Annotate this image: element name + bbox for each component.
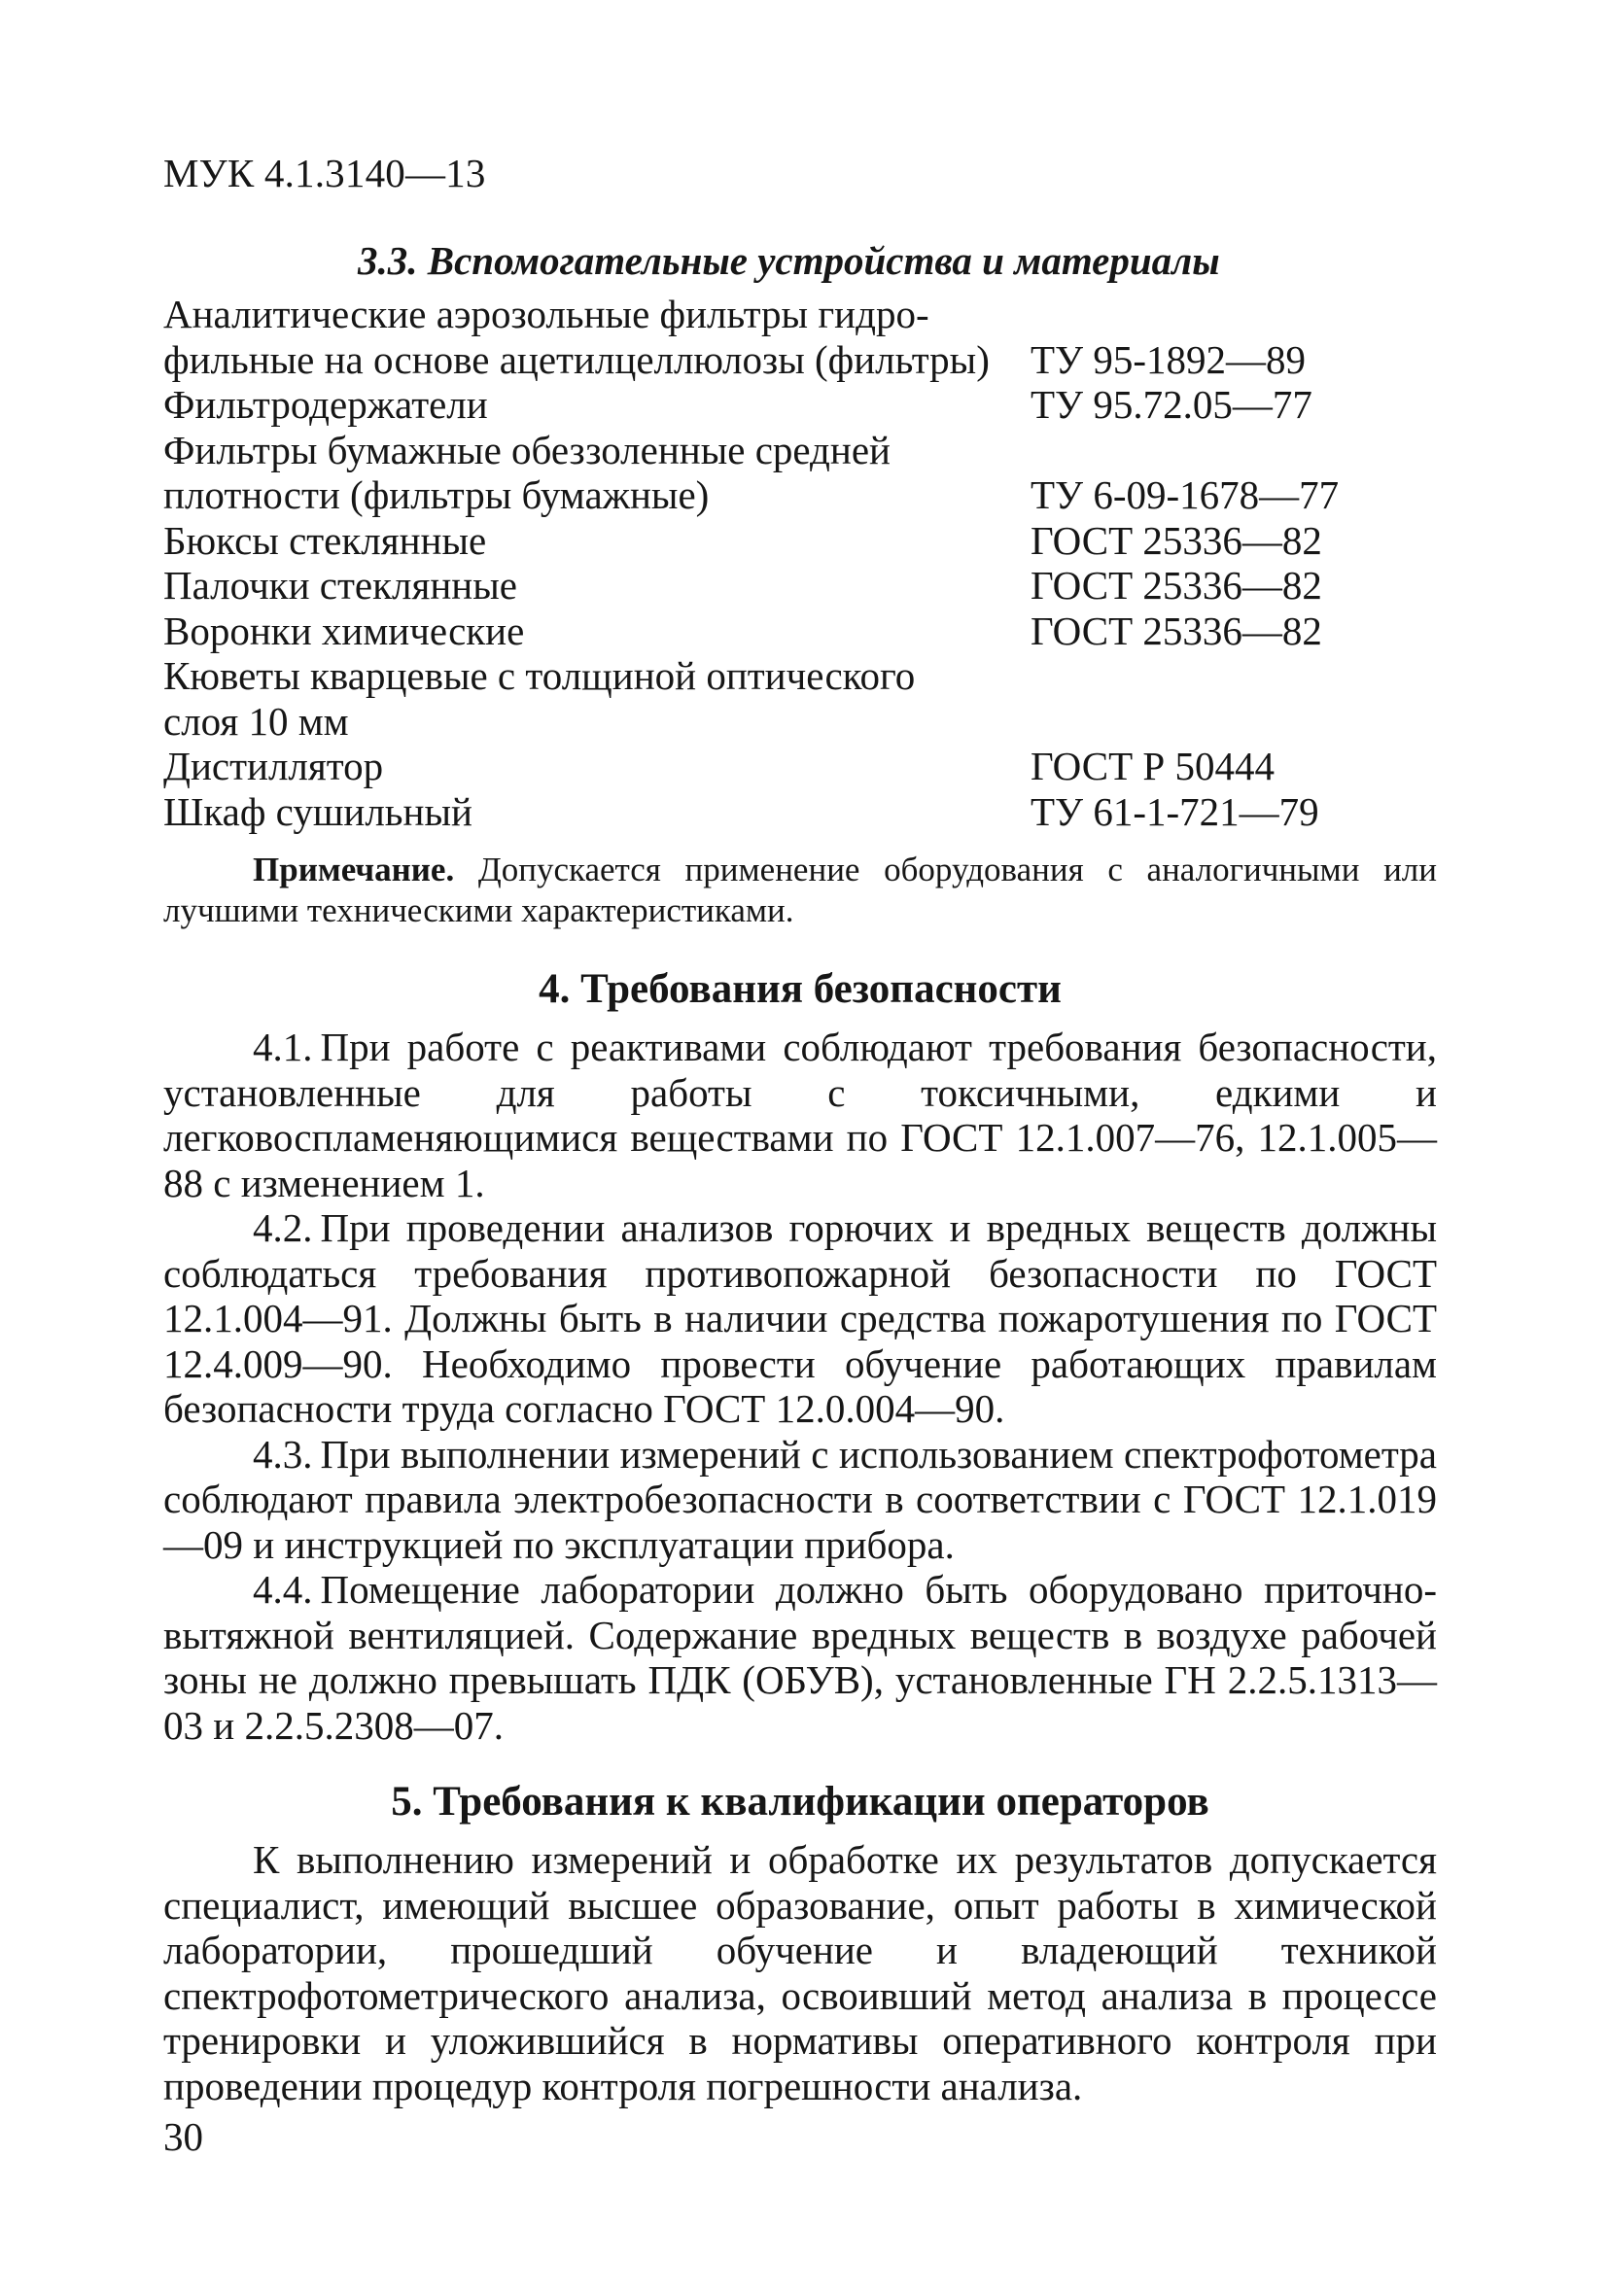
equipment-standard: ГОСТ 25336—82: [1031, 608, 1322, 653]
paragraph-4-3: [163, 1432, 1437, 1568]
equipment-standard: ТУ 95.72.05—77: [1031, 382, 1312, 427]
equipment-row: [163, 518, 1437, 564]
equipment-row: [163, 428, 1437, 473]
page-content: [163, 235, 1437, 2108]
equipment-row: [163, 292, 1437, 337]
equipment-row: [163, 744, 1437, 789]
paragraph-5: К выполнению измерений и обработке их результатов допускается специалист, имеющий высшее образование, опыт работы в химической лаборатории, прошедший обучение и владеющий техникой спектрофотометрического анализа, освоивший метод анализа в процессе тренировки и уложившийся в нормативы оперативного контроля при проведении процедур контроля погрешности анализа.: [163, 1837, 1437, 2108]
paragraph-number: 4.2.: [253, 1205, 313, 1250]
equipment-standard: ГОСТ 25336—82: [1031, 563, 1322, 608]
equipment-row: [163, 337, 1437, 383]
paragraph-text: Помещение лаборатории должно быть оборудовано приточно-вытяжной вентиляцией. Содержание вредных веществ в воздухе рабочей зоны не должно превышать ПДК (ОБУВ), установленные ГН 2.2.5.1313—03 и 2.2.5.2308—07.: [163, 1567, 1437, 1748]
equipment-standard: ТУ 6-09-1678—77: [1031, 472, 1340, 517]
paragraph-number: 4.1.: [253, 1025, 313, 1069]
equipment-name: Аналитические аэрозольные фильтры гидро-: [163, 292, 929, 336]
equipment-row: [163, 609, 1437, 654]
equipment-row: [163, 789, 1437, 835]
paragraph-number: 4.4.: [253, 1567, 313, 1612]
equipment-name: Шкаф сушильный: [163, 788, 472, 834]
section-5-title: 5. Требования к квалификации операторов: [391, 1779, 1209, 1825]
note-label: Примечание.: [253, 851, 455, 888]
equipment-row: [163, 472, 1437, 518]
paragraph-number: 4.3.: [253, 1431, 313, 1477]
page-number: 30: [163, 2114, 203, 2159]
equipment-note: [163, 850, 1437, 931]
paragraph-4-4: [163, 1567, 1437, 1748]
equipment-row: [163, 699, 1437, 745]
equipment-row: [163, 653, 1437, 699]
paragraph-text: При выполнении измерений с использованием спектрофотометра соблюдают правила электробезопасности в соответствии с ГОСТ 12.1.019—09 и инструкцией по эксплуатации прибора.: [163, 1431, 1437, 1567]
equipment-row: [163, 563, 1437, 609]
paragraph-4-1: [163, 1025, 1437, 1205]
paragraph-text: При работе с реактивами соблюдают требования безопасности, установленные для работы с токсичными, едкими и легковоспламеняющимися веществами по ГОСТ 12.1.007—76, 12.1.005—88 с изменением 1.: [163, 1025, 1437, 1205]
equipment-row: [163, 382, 1437, 428]
paragraph-4-2: [163, 1205, 1437, 1432]
equipment-name: слоя 10 мм: [163, 698, 349, 744]
equipment-name: Воронки химические: [163, 608, 525, 653]
equipment-name: Палочки стеклянные: [163, 563, 517, 608]
note-text: Допускается применение оборудования с аналогичными или лучшими техническими характеристиками.: [163, 851, 1437, 929]
running-header: МУК 4.1.3140—13: [163, 151, 486, 195]
equipment-standard: ТУ 95-1892—89: [1031, 336, 1306, 382]
equipment-name: фильные на основе ацетилцеллюлозы (фильтры): [163, 336, 990, 382]
equipment-name: Дистиллятор: [163, 744, 384, 788]
section-4-title: 4. Требования безопасности: [539, 966, 1062, 1012]
subsection-title: 3.3. Вспомогательные устройства и материалы: [358, 238, 1220, 283]
equipment-name: плотности (фильтры бумажные): [163, 472, 710, 517]
equipment-standard: ТУ 61-1-721—79: [1031, 788, 1319, 834]
equipment-name: Фильтры бумажные обеззоленные средней: [163, 427, 891, 472]
equipment-name: Кюветы кварцевые с толщиной оптического: [163, 653, 916, 698]
equipment-standard: ГОСТ 25336—82: [1031, 517, 1322, 563]
equipment-list: [163, 292, 1437, 834]
equipment-name: Бюксы стеклянные: [163, 517, 487, 563]
equipment-standard: ГОСТ Р 50444: [1031, 744, 1275, 788]
paragraph-text: При проведении анализов горючих и вредных веществ должны соблюдаться требования противопожарной безопасности по ГОСТ 12.1.004—91. Должны быть в наличии средства пожаротушения по ГОСТ 12.4.009—90. Необходимо провести обучение работающих правилам безопасности труда согласно ГОСТ 12.0.004—90.: [163, 1205, 1437, 1431]
equipment-name: Фильтродержатели: [163, 382, 488, 427]
